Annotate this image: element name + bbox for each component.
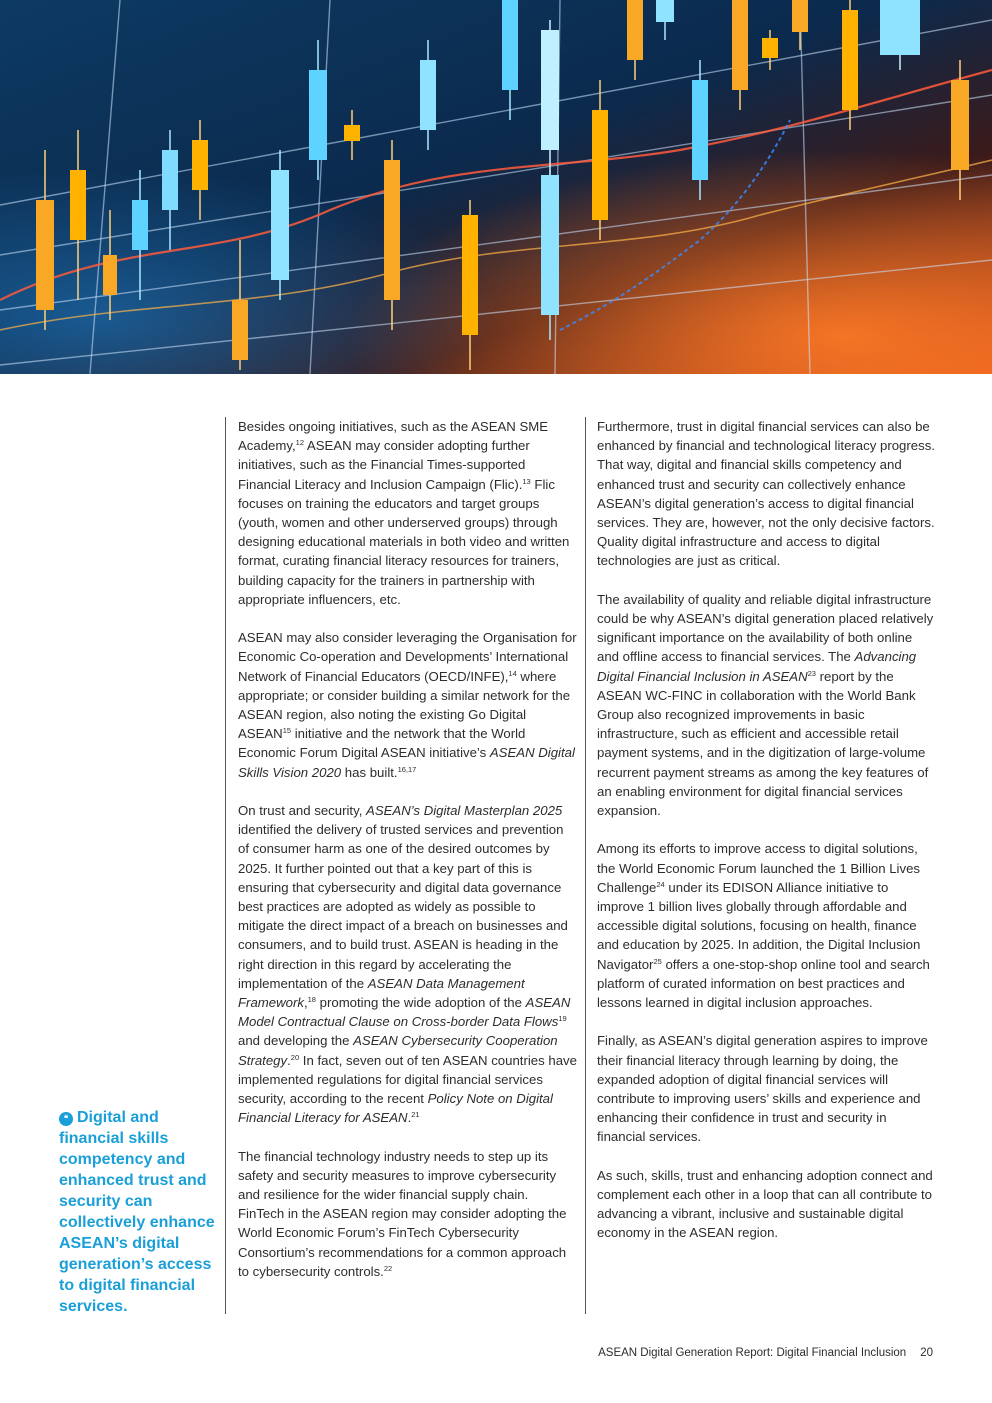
candlestick-chart-icon [0,0,992,374]
report-subtitle: Digital Financial Inclusion [773,1347,907,1359]
paragraph: The availability of quality and reliable digital infrastructure could be why ASEAN’s digital generation placed relatively significant importance on the availability of both online and offline access to financial services. The Advancing Digital Financial Inclusion in ASEAN$^{23}$ report by the ASEAN WC-FINC in collaboration with the World Bank Group also recognized improvements in basic infrastructure, such as efficient and accessible retail payment systems, and in the digitization of large-volume recurrent payment streams as among the key features of an enabling environment for digital financial services expansion. [597,591,934,819]
pull-quote [59,1107,219,1317]
footnote-ref: 18 [307,995,316,1005]
footnote-ref: 24 [656,879,665,889]
paragraph: ASEAN may also consider leveraging the Organisation for Economic Co-operation and Developments’ International Network of Financial Educators (OECD/INFE),$^{14}$ where appropriate; or consider building a similar network for the ASEAN region, also noting the existing Go Digital ASEAN$^{15}$ initiative and the network that the World Economic Forum Digital ASEAN initiative’s ASEAN Digital Skills Vision 2020 has built.$^{16,17}$ [238,630,577,780]
publication-title: ASEAN Digital Skills Vision 2020 [238,745,575,780]
footnote-ref: 22 [383,1263,393,1273]
hero-image [0,0,992,374]
footnote-ref: 15 [282,726,292,736]
footnote-ref: 14 [508,668,517,678]
publication-title: Advancing Digital Financial Inclusion in ASEAN [597,649,917,684]
report-title: ASEAN Digital Generation Report: [598,1347,774,1359]
footnote-ref: 25 [653,956,662,966]
paragraph: On trust and security, ASEAN’s Digital Masterplan 2025 identified the delivery of trusted services and prevention of consumer harm as one of the desired outcomes by 2025. It further pointed out that a key part of this is ensuring that cybersecurity and digital data governance best practices are adopted as widely as possible to mitigate the direct impact of a breach on businesses and consumers, and to build trust. ASEAN is heading in the right direction in this regard by accelerating the implementation of the ASEAN Data Management Framework,$^{18}$ promoting the wide adoption of the ASEAN Model Contractual Clause on Cross-border Data Flows$^{19}$ and developing the ASEAN Cybersecurity Cooperation Strategy.$^{20}$ In fact, seven out of ten ASEAN countries have implemented regulations for digital financial services security, according to the recent Policy Note on Digital Financial Literacy for ASEAN.$^{21}$ [238,803,577,1126]
right-column [585,417,937,1314]
paragraph: Finally, as ASEAN’s digital generation aspires to improve their financial literacy through learning by doing, the expanded adoption of digital financial services will contribute to improving users’ skills and experience and enhancing their confidence in trust and security in financial services. [597,1033,928,1145]
publication-title: ASEAN Cybersecurity Cooperation Strategy [238,1033,558,1068]
publication-title: ASEAN Model Contractual Clause on Cross-border Data Flows [238,995,571,1030]
paragraph: Furthermore, trust in digital financial services can also be enhanced by financial and technological literacy progress. That way, digital and financial skills competency and enhanced trust and security can collectively enhance ASEAN’s digital generation’s access to digital financial services. They are, however, not the only decisive factors. Quality digital infrastructure and access to digital technologies are just as critical. [597,419,935,569]
paragraph: The financial technology industry needs to step up its safety and security measures to improve cybersecurity and resilience for the wider financial supply chain. FinTech in the ASEAN region may consider adopting the World Economic Forum’s FinTech Cybersecurity Consortium’s recommendations for a common approach to cybersecurity controls.$^{22}$ [238,1148,567,1279]
left-column [225,417,578,1314]
footnote-ref: 21 [411,1110,420,1120]
publication-title: Policy Note on Digital Financial Literacy for ASEAN [238,1091,553,1126]
footnote-ref: 12 [295,438,304,448]
paragraph: As such, skills, trust and enhancing adoption connect and complement each other in a loop that can all contribute to advancing a vibrant, inclusive and sustainable digital economy in the ASEAN region. [597,1167,933,1241]
page-footer [598,1347,933,1359]
publication-title: ASEAN’s Digital Masterplan 2025 [366,803,563,819]
footnote-ref: 16,17 [397,764,417,774]
paragraph: Besides ongoing initiatives, such as the ASEAN SME Academy,$^{12}$ ASEAN may consider adopting further initiatives, such as the Financial Times-supported Financial Literacy and Inclusion Campaign (Flic).$^{13}$ Flic focuses on training the educators and target groups (youth, women and other underserved groups) through designing educational materials in both video and written format, curating financial literacy resources for trainers, building capacity for the trainers in partnership with appropriate influencers, etc. [238,419,570,607]
footnote-ref: 23 [807,668,816,678]
publication-title: ASEAN Data Management Framework [238,975,525,1011]
footnote-ref: 13 [522,476,531,486]
pull-quote-text: Digital and financial skills competency and enhanced trust and security can collectively enhance ASEAN’s digital generation’s access to digital financial services. [59,1109,215,1315]
paragraph: Among its efforts to improve access to digital solutions, the World Economic Forum launched the 1 Billion Lives Challenge$^{24}$ under its EDISON Alliance initiative to improve 1 billion lives globally through affordable and accessible digital solutions, focusing on health, finance and education by 2025. In addition, the Digital Inclusion Navigator$^{25}$ offers a one-stop-shop online tool and search platform of curated information on best practices and lessons learned in digital inclusion approaches. [597,841,930,1011]
quote-bubble-icon: ❝ [59,1112,73,1126]
page-number: 20 [920,1347,933,1359]
footnote-ref: 19 [558,1014,567,1024]
footnote-ref: 20 [290,1052,300,1062]
